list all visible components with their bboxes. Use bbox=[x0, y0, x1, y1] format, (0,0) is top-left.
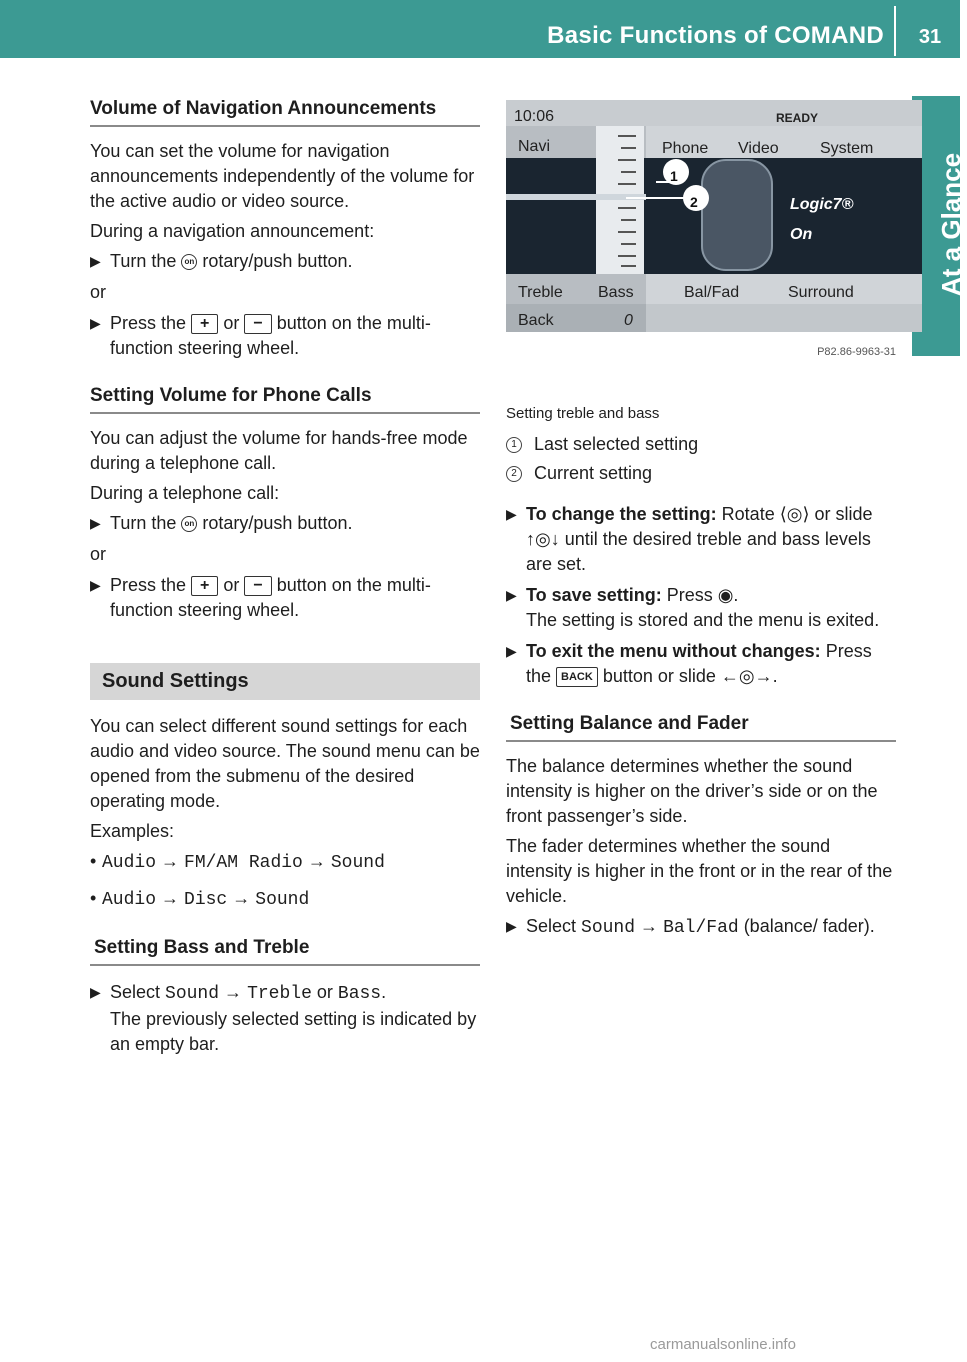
page-number: 31 bbox=[918, 26, 942, 48]
nav-step-2: ▶ Press the + or − button on the multi-function steering wheel. bbox=[90, 313, 431, 358]
plus-key-icon: + bbox=[191, 576, 218, 596]
or-text: or bbox=[90, 544, 107, 564]
phone-heading: Setting Volume for Phone Calls bbox=[90, 383, 480, 414]
screen-logic7: Logic7® bbox=[790, 196, 854, 213]
plus-key-icon: + bbox=[191, 314, 218, 334]
header-separator bbox=[894, 6, 896, 56]
save-step: ▶ To save setting: Press ◉. The setting is stored and the menu is exited. bbox=[506, 585, 880, 630]
balance-paragraph-1: The balance determines whether the sound intensity is higher on the driver’s side or on the front passenger’s side. bbox=[506, 756, 878, 826]
screen-tab-surround[interactable]: Surround bbox=[788, 284, 854, 301]
balance-heading: Setting Balance and Fader bbox=[506, 711, 896, 742]
figure-id: P82.86-9963-31 bbox=[817, 346, 896, 358]
step-arrow-icon: ▶ bbox=[506, 643, 517, 659]
balance-step: ▶ Select Sound → Bal/Fad (balance/ fader). bbox=[506, 916, 875, 938]
legend-2: 2 Current setting bbox=[506, 461, 896, 486]
step-arrow-icon: ▶ bbox=[90, 515, 101, 531]
example-2: • Audio → Disc → Sound bbox=[90, 888, 310, 910]
change-step: ▶ To change the setting: Rotate ⟨◎⟩ or slide ↑◎↓ until the desired treble and bass levels are set. bbox=[506, 504, 873, 574]
step-arrow-icon: ▶ bbox=[90, 984, 101, 1000]
back-key-icon: BACK bbox=[556, 667, 598, 687]
nav-paragraph-1: You can set the volume for navigation announcements independently of the volume for the active audio or video source. bbox=[90, 141, 475, 211]
left-column bbox=[90, 96, 480, 1063]
screen-tab-bass[interactable]: Bass bbox=[598, 284, 634, 301]
step-arrow-icon: ▶ bbox=[506, 587, 517, 603]
screen-on: On bbox=[790, 226, 813, 243]
phone-paragraph-2: During a telephone call: bbox=[90, 483, 280, 503]
screen-menu-system[interactable]: System bbox=[820, 140, 874, 157]
page-header bbox=[0, 0, 960, 58]
sound-section-heading: Sound Settings bbox=[90, 663, 480, 700]
legend-1: 1 Last selected setting bbox=[506, 432, 896, 457]
screen-tab-balfad[interactable]: Bal/Fad bbox=[684, 284, 740, 301]
or-text: or bbox=[90, 282, 107, 302]
step-arrow-icon: ▶ bbox=[90, 253, 101, 269]
figure-caption: Setting treble and bass bbox=[506, 405, 660, 422]
screen-menu-phone[interactable]: Phone bbox=[662, 140, 709, 157]
bass-step: ▶ Select Sound → Treble or Bass. The previously selected setting is indicated by an empty bar. bbox=[90, 982, 477, 1054]
screen-tab-treble[interactable]: Treble bbox=[518, 284, 563, 301]
watermark: carmanualsonline.info bbox=[650, 1336, 796, 1353]
header-title: Basic Functions of COMAND bbox=[547, 22, 884, 49]
screen-status: READY bbox=[776, 111, 819, 125]
comand-screen bbox=[506, 100, 922, 332]
nav-heading: Volume of Navigation Announcements bbox=[90, 96, 480, 127]
exit-step: ▶ To exit the menu without changes: Press the BACK button or slide ←◎→. bbox=[506, 641, 872, 686]
step-arrow-icon: ▶ bbox=[90, 577, 101, 593]
minus-key-icon: − bbox=[244, 576, 271, 596]
screen-menu-navi[interactable]: Navi bbox=[518, 138, 551, 155]
right-column bbox=[506, 96, 896, 947]
callout-1-icon: 1 bbox=[506, 437, 522, 453]
example-1: • Audio → FM/AM Radio → Sound bbox=[90, 851, 385, 873]
balance-paragraph-2: The fader determines whether the sound intensity is higher in the front or in the rear of the vehicle. bbox=[506, 836, 893, 906]
phone-step-1: ▶ Turn the on rotary/push button. bbox=[90, 511, 480, 536]
sound-paragraph: You can select different sound settings for each audio and video source. The sound menu can be opened from the submenu of the desired operating mode. bbox=[90, 716, 480, 811]
side-tab-label: At a Glance bbox=[936, 152, 966, 296]
screen-callout-1: 1 bbox=[670, 168, 678, 184]
phone-paragraph-1: You can adjust the volume for hands-free mode during a telephone call. bbox=[90, 428, 468, 473]
step-arrow-icon: ▶ bbox=[506, 918, 517, 934]
rotary-knob-icon: on bbox=[181, 516, 197, 532]
phone-step-2: ▶ Press the + or − button on the multi-function steering wheel. bbox=[90, 575, 431, 620]
screen-value: 0 bbox=[624, 312, 633, 329]
screen-time: 10:06 bbox=[514, 108, 555, 125]
nav-paragraph-2: During a navigation announcement: bbox=[90, 221, 375, 241]
step-arrow-icon: ▶ bbox=[90, 315, 101, 331]
nav-step-1: ▶ Turn the on rotary/push button. bbox=[90, 249, 480, 274]
step-arrow-icon: ▶ bbox=[506, 506, 517, 522]
examples-label: Examples: bbox=[90, 821, 175, 841]
minus-key-icon: − bbox=[244, 314, 271, 334]
screen-back[interactable]: Back bbox=[518, 312, 554, 329]
callout-2-icon: 2 bbox=[506, 466, 522, 482]
screen-menu-video[interactable]: Video bbox=[738, 140, 779, 157]
bass-heading: Setting Bass and Treble bbox=[90, 935, 480, 966]
rotary-knob-icon: on bbox=[181, 254, 197, 270]
screen-callout-2: 2 bbox=[690, 194, 698, 210]
